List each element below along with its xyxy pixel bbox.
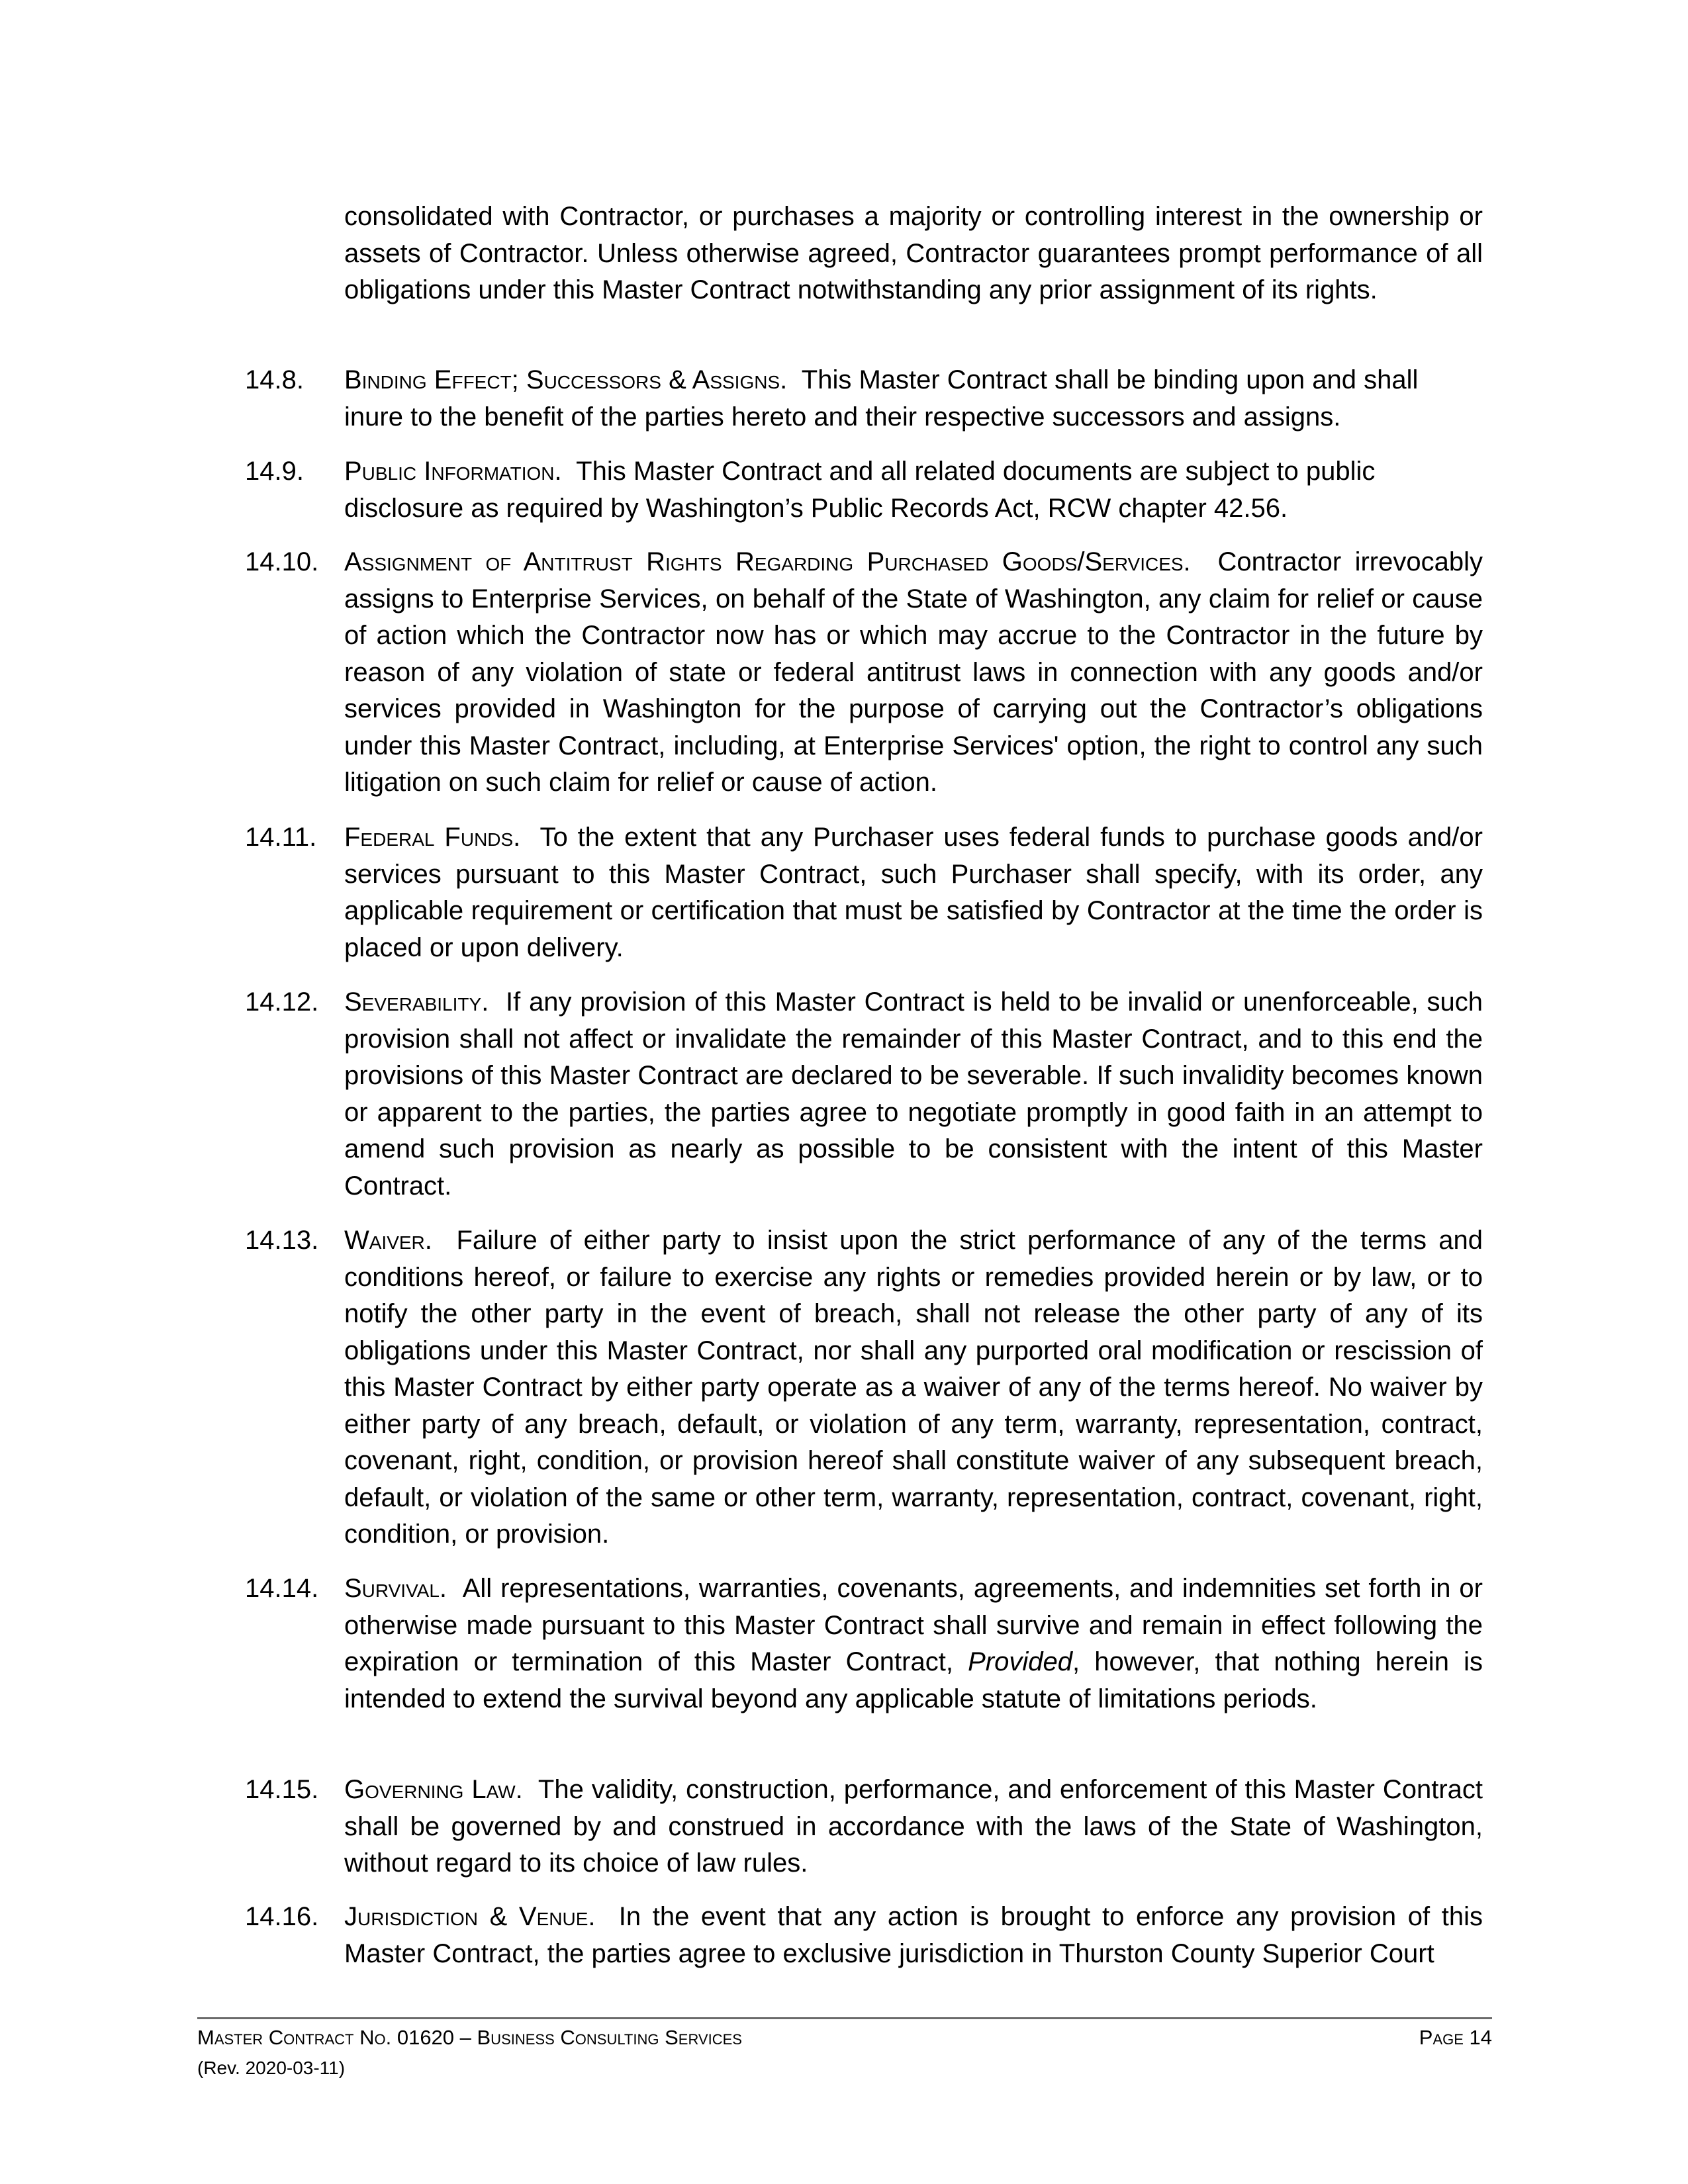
section-number: 14.12. [245,987,319,1017]
section-heading: Jurisdiction & Venue. [344,1902,596,1931]
section-number: 14.9. [245,457,304,486]
section-number: 14.15. [245,1775,319,1804]
section-heading: Survival. [344,1574,447,1603]
section-number: 14.13. [245,1226,319,1255]
footer-revision: (Rev. 2020-03-11) [197,2058,346,2078]
section-heading: Binding Effect; Successors & Assigns. [344,365,788,394]
section-text: Contractor irrevocably assigns to Enterprise Services, on behalf of the State of Washington, any claim for relief or cause of action which the Contractor now has or which may accrue to the Contractor in the future by reason of any violation of state or federal antitrust laws in connection with any goods and/or services provided in Washington for the purpose of carrying out the Contractor’s obligations under this Master Contract, including, at Enterprise Services' option, the right to control any such litigation on such claim for relief or cause of action. [344,547,1483,797]
section-number: 14.16. [245,1902,319,1931]
section-number: 14.14. [245,1574,319,1603]
section-text: This Master Contract and all related documents are subject to public disclosure as required by Washington’s Public Records Act, RCW chapter 42.56. [344,457,1376,523]
footer-title: Master Contract No. 01620 – Business Consulting Services [197,2026,742,2049]
section-heading: Waiver. [344,1226,432,1255]
section-text: Failure of either party to insist upon the strict performance of any of the terms and conditions hereof, or failure to exercise any rights or remedies provided herein or by law, or to notify the other party in the event of breach, shall not release the other party of any of its obligations under this Master Contract, nor shall any purported oral modification or rescission of this Master Contract by either party operate as a waiver of any of the terms hereof. No waiver by either party of any breach, default, or violation of any term, warranty, representation, contract, covenant, right, condition, or provision hereof shall constitute waiver of any subsequent breach, default, or violation of the same or other term, warranty, representation, contract, covenant, right, condition, or provision. [344,1226,1483,1549]
section-text: All representations, warranties, covenants, agreements, and indemnities set forth in or otherwise made pursuant to this Master Contract shall survive and remain in effect following the expiration or termination of this Master Contract, [344,1574,1483,1676]
section-text: The validity, construction, performance, and enforcement of this Master Contract shall be governed by and construed in accordance with the laws of the State of Washington, without regard to its choice of law rules. [344,1775,1483,1878]
section-text-continued: , however, that nothing herein is intended to extend the survival beyond any applicable statute of limitations periods. [344,1647,1483,1713]
continuation-paragraph: consolidated with Contractor, or purchases a majority or controlling interest in the ownership or assets of Contractor. Unless otherwise agreed, Contractor guarantees prompt performance of all obligations under this Master Contract notwithstanding any prior assignment of its rights. [344,202,1483,304]
section-number: 14.11. [245,823,317,852]
section-text: To the extent that any Purchaser uses federal funds to purchase goods and/or services pursuant to this Master Contract, such Purchaser shall specify, with its order, any applicable requirement or certification that must be satisfied by Contractor at the time the order is placed or upon delivery. [344,823,1483,962]
page-number: Page 14 [1419,2026,1492,2049]
section-text: If any provision of this Master Contract is held to be invalid or unenforceable, such provision shall not affect or invalidate the remainder of this Master Contract, and to this end the provisions of this Master Contract are declared to be severable. If such invalidity becomes known or apparent to the parties, the parties agree to negotiate promptly in good faith in an attempt to amend such provision as nearly as possible to be consistent with the intent of this Master Contract. [344,987,1483,1201]
footer-divider [197,2017,1492,2019]
section-text-italic: Provided [968,1647,1072,1676]
section-text: In the event that any action is brought to enforce any provision of this Master Contract, the parties agree to exclusive jurisdiction in Thurston County Superior Court [344,1902,1483,1968]
section-text: This Master Contract shall be binding upon and shall inure to the benefit of the parties hereto and their respective successors and assigns. [344,365,1419,432]
section-heading: Assignment of Antitrust Rights Regarding Purchased Goods/Services. [344,547,1191,576]
section-heading: Governing Law. [344,1775,523,1804]
section-number: 14.10. [245,547,319,576]
section-heading: Federal Funds. [344,823,521,852]
section-number: 14.8. [245,365,304,394]
section-heading: Public Information. [344,457,562,486]
section-heading: Severability. [344,987,489,1017]
